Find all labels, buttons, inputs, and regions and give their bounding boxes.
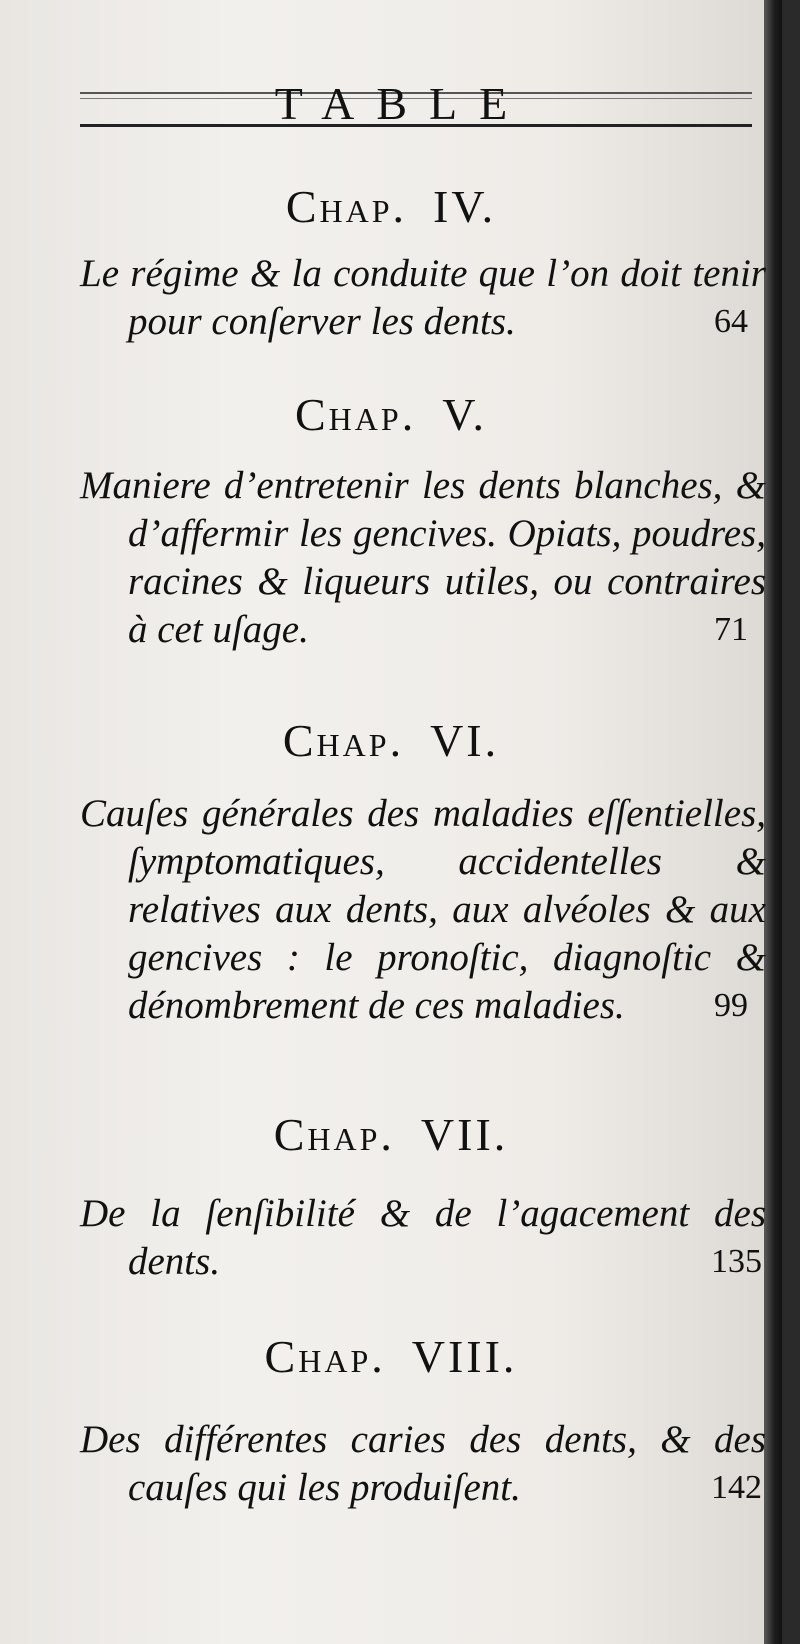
chapter-heading: [0, 1108, 782, 1162]
chapter-entry: Maniere d’entretenir les dents blanches, & d’affermir les gencives. Opiats, poudres, racines & liqueurs utiles, ou contraires à cet uſage. 71: [80, 464, 766, 651]
chapter-entry: Le régime & la conduite que l’on doit tenir pour conſerver les dents. 64: [80, 252, 766, 343]
chapter-number: VIII.: [411, 1331, 518, 1382]
chapter-heading: [0, 388, 782, 442]
chapter-entry: [80, 1416, 766, 1512]
entry-text: Maniere d’entretenir les dents blanches, & d’affermir les gencives. Opiats, poudres, racines & liqueurs utiles, ou contraires à cet uſage.: [80, 464, 766, 651]
chapter-word: Chap.: [282, 715, 405, 766]
entry-page-number: 142: [711, 1469, 762, 1506]
chapter-number: V.: [442, 389, 487, 440]
entry-text: De la ſenſibilité & de l’agacement des dents.: [80, 1192, 766, 1283]
chapter-word: Chap.: [273, 1109, 395, 1160]
chapter-number: VII.: [420, 1109, 509, 1160]
chapter-word: Chap.: [295, 389, 417, 440]
entry-text: Cauſes générales des maladies eſſentielles, ſymptomatiques, accidentelles & relatives aux dents, aux alvéoles & aux gencives : le pronoſtic, diagnoſtic & dénombrement de ces maladies.: [80, 792, 766, 1027]
chapter-word: Chap.: [264, 1331, 386, 1382]
chapter-heading: [0, 180, 782, 234]
page-edge-shadow: [764, 0, 782, 1644]
chapter-number: VI.: [430, 715, 500, 766]
entry-text: Des différentes caries des dents, & des cauſes qui les produiſent.: [80, 1418, 766, 1509]
chapter-heading: [0, 1330, 782, 1384]
chapter-number: IV.: [433, 181, 497, 232]
entry-text: Le régime & la conduite que l’on doit tenir pour conſerver les dents.: [80, 252, 766, 343]
chapter-entry: [80, 1190, 766, 1286]
header-rule-bottom: [80, 124, 752, 127]
chapter-word: Chap.: [285, 181, 408, 232]
page-title: TABLE: [274, 78, 530, 129]
chapter-heading: [0, 714, 782, 768]
entry-page-number: 135: [711, 1243, 762, 1280]
chapter-entry: Cauſes générales des maladies eſſentielles, ſymptomatiques, accidentelles & relatives aux dents, aux alvéoles & aux gencives : le pronoſtic, diagnoſtic & dénombrement de ces maladies. 99: [80, 792, 766, 1027]
